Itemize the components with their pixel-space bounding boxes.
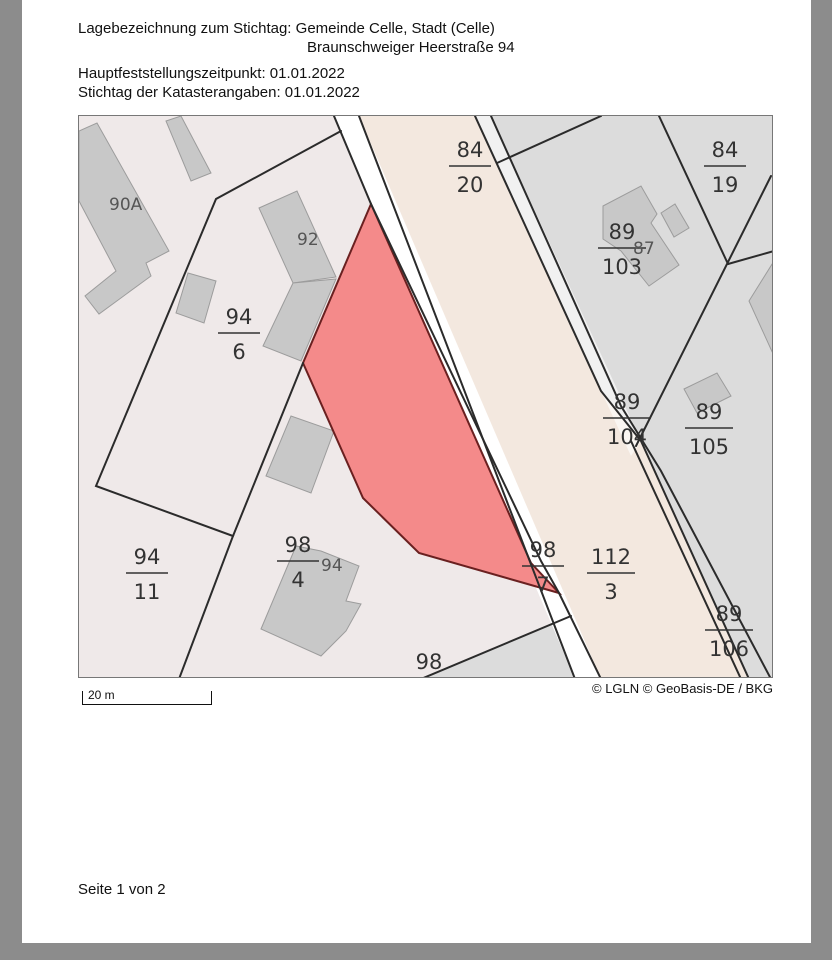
parcel-numerator: 89: [608, 220, 636, 244]
parcel-numerator: 89: [715, 602, 743, 626]
parcel-numerator: 89: [613, 390, 641, 414]
parcel-denominator: 11: [133, 580, 161, 604]
parcel-numerator: 89: [695, 400, 723, 424]
scale-tick-left: [82, 691, 83, 705]
location-label: Lagebezeichnung zum Stichtag: Gemeinde Celle, Stadt (Celle): [78, 20, 495, 37]
parcel-denominator: 6: [232, 340, 246, 364]
parcel-denominator: 4: [291, 568, 305, 592]
parcel-numerator: 84: [711, 138, 739, 162]
page-info: Seite 1 von 2: [78, 881, 166, 898]
building-small-top: [166, 116, 211, 181]
house-number-94: 94: [321, 556, 343, 576]
parcel-denominator: 103: [601, 255, 643, 279]
scale-line: [82, 704, 212, 705]
parcel-numerator: 98: [529, 538, 557, 562]
house-number-92: 92: [297, 230, 319, 250]
parcel-denominator: 7: [536, 573, 550, 597]
map-copyright: © LGLN © GeoBasis-DE / BKG: [592, 681, 773, 696]
parcel-numerator: 112: [590, 545, 632, 569]
scale-bar: [82, 688, 212, 705]
building-90a: [79, 123, 169, 314]
parcel-denominator: 3: [604, 580, 618, 604]
scale-tick-right: [211, 691, 212, 705]
cadastre-date: Stichtag der Katasterangaben: 01.01.2022: [78, 84, 360, 101]
scale-label: 20 m: [88, 688, 115, 702]
parcel-label: [218, 305, 260, 364]
building-94: [261, 546, 361, 656]
parcel-denominator: 104: [606, 425, 648, 449]
house-number-90a: 90A: [109, 195, 143, 215]
parcel-denominator: 19: [711, 173, 739, 197]
parcel-numerator: 98: [415, 650, 443, 674]
address: Braunschweiger Heerstraße 94: [307, 39, 515, 56]
parcel-denominator: 20: [456, 173, 484, 197]
valuation-date: Hauptfeststellungszeitpunkt: 01.01.2022: [78, 65, 345, 82]
parcel-denominator: 105: [688, 435, 730, 459]
house-number-87: 87: [633, 239, 655, 259]
map-svg: [79, 116, 773, 678]
parcel-label: [126, 545, 168, 604]
parcel-numerator: 94: [225, 305, 253, 329]
parcel-denominator: 106: [708, 637, 750, 661]
cadastral-map: [78, 115, 773, 678]
parcel-numerator: 98: [284, 533, 312, 557]
parcel-numerator: 94: [133, 545, 161, 569]
parcel-numerator: 84: [456, 138, 484, 162]
